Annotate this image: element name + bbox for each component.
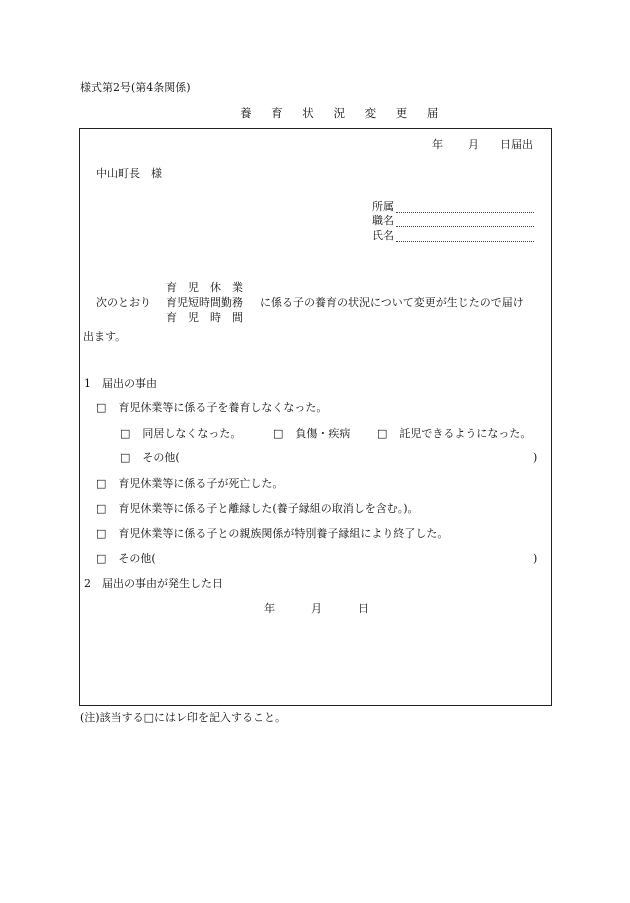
event-year: 年 [264,602,275,615]
checkbox-icon[interactable]: □ [377,427,388,440]
checkbox-icon[interactable]: □ [120,427,131,440]
form-number: 様式第2号(第4条関係) [80,81,191,94]
reason-sub-a[interactable] [120,428,241,439]
reason-item-4[interactable] [96,528,448,539]
checkbox-icon[interactable]: □ [273,427,284,440]
intro-suffix: に係る子の養育の状況について変更が生じたので届け [260,296,524,309]
name-label: 氏名 [372,229,394,242]
reason-item-other[interactable] [96,553,156,564]
checkbox-icon[interactable]: □ [96,477,107,490]
date-day-submit: 日届出 [500,138,533,151]
footnote: (注)該当する□にはレ印を記入すること。 [80,711,286,724]
reason-item-other-label: その他( [118,552,156,565]
form-title: 養 育 状 況 変 更 届 [240,106,447,120]
reason-sub-other[interactable] [120,452,180,463]
reason-item-2[interactable] [96,478,283,489]
section2-heading: 2 届出の事由が発生した日 [84,577,223,590]
checkbox-icon[interactable]: □ [96,502,107,515]
event-month: 月 [311,602,322,615]
reason-sub-b[interactable] [273,428,350,439]
reason-item-1[interactable] [96,402,327,413]
section1-heading: 1 届出の事由 [84,377,157,390]
reason-item-2-label: 育児休業等に係る子が死亡した。 [118,477,284,490]
date-year: 年 [432,138,443,151]
checkbox-icon[interactable]: □ [96,401,107,414]
checkbox-icon[interactable]: □ [96,552,107,565]
checkbox-icon[interactable]: □ [120,451,131,464]
affiliation-label: 所属 [372,200,394,213]
reason-item-4-label: 育児休業等に係る子との親族関係が特別養子縁組により終了した。 [118,527,449,540]
name-field[interactable] [396,241,534,242]
reason-sub-b-label: 負傷・疾病 [295,427,351,440]
intro-option-childcare-time: 育 児 時 間 [166,311,243,324]
addressee: 中山町長 様 [96,167,162,180]
checkbox-icon[interactable]: □ [96,527,107,540]
reason-item-1-label: 育児休業等に係る子を養育しなくなった。 [118,401,328,414]
reason-sub-other-close: ) [533,451,538,464]
reason-sub-c[interactable] [377,428,531,439]
intro-continuation: 出ます。 [83,330,127,343]
intro-prefix: 次のとおり [96,296,151,309]
reason-item-3[interactable] [96,503,419,514]
reason-sub-c-label: 託児できるようになった。 [399,427,532,440]
reason-sub-a-label: 同居しなくなった。 [142,427,242,440]
reason-item-3-label: 育児休業等に係る子と離縁した(養子縁組の取消しを含む。)。 [118,502,419,515]
intro-option-childcare-leave: 育 児 休 業 [166,281,243,294]
event-day: 日 [358,602,369,615]
position-label: 職名 [372,214,394,227]
date-month: 月 [468,138,479,151]
intro-option-short-hours: 育児短時間勤務 [166,296,243,309]
reason-item-other-close: ) [533,552,538,565]
affiliation-field[interactable] [396,212,534,213]
position-field[interactable] [396,226,534,227]
form-frame [79,128,552,706]
reason-sub-other-label: その他( [142,451,180,464]
